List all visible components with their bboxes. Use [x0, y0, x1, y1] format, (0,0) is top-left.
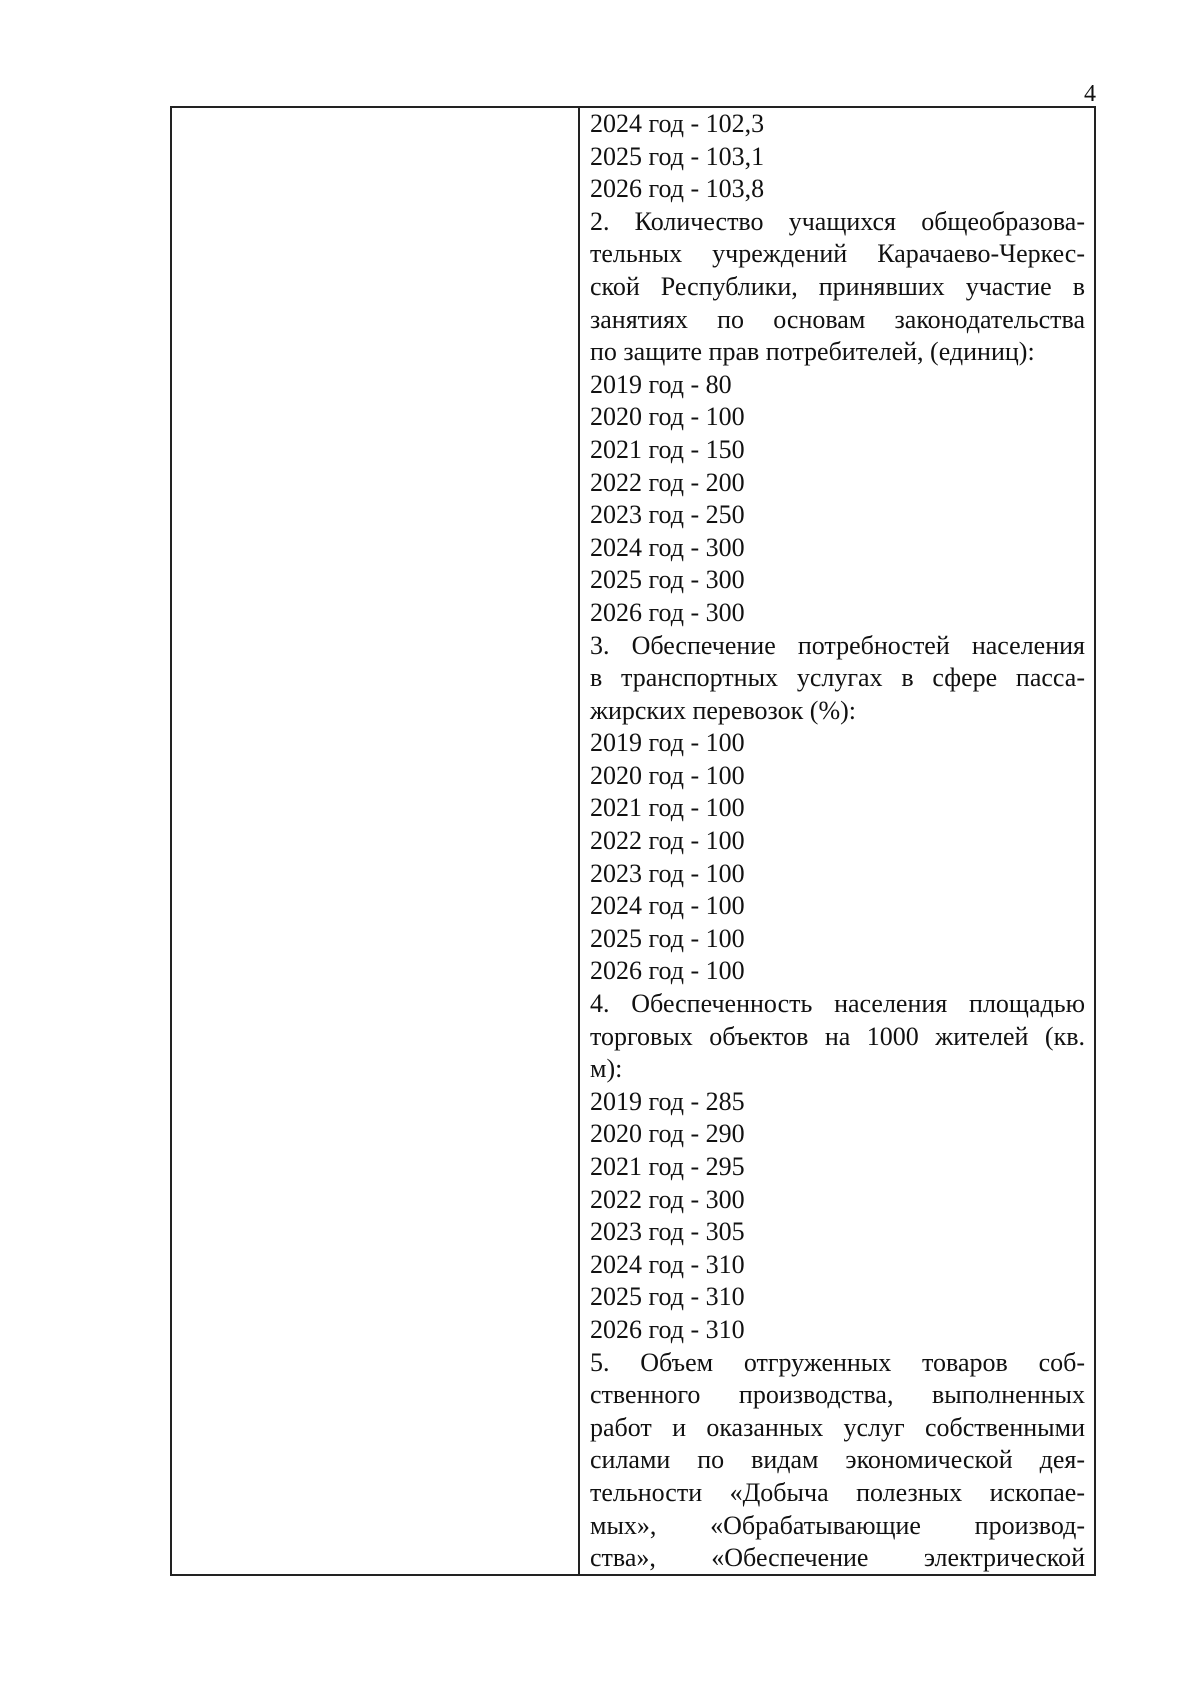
text-line: ственного производства, выполненных — [590, 1380, 1085, 1410]
text-line: тельности «Добыча полезных ископае- — [590, 1477, 1085, 1507]
table-left-cell — [172, 108, 580, 1574]
text-line: 2023 год - 100 — [590, 858, 745, 888]
text-line: 2026 год - 300 — [590, 597, 745, 627]
text-line: 2023 год - 250 — [590, 500, 745, 530]
text-line: работ и оказанных услуг собственными — [590, 1412, 1085, 1442]
text-line: 2024 год - 310 — [590, 1249, 745, 1279]
text-line: 2025 год - 310 — [590, 1282, 745, 1312]
text-line: м): — [590, 1054, 623, 1084]
text-line: 4. Обеспеченность населения площадью — [590, 989, 1085, 1019]
text-line: 2020 год - 100 — [590, 402, 745, 432]
text-line: в транспортных услугах в сфере пасса- — [590, 663, 1085, 693]
text-line: 2023 год - 305 — [590, 1217, 745, 1247]
text-line: 2. Количество учащихся общеобразова- — [590, 206, 1085, 236]
text-line: 2022 год - 300 — [590, 1184, 745, 1214]
text-line: 2025 год - 300 — [590, 565, 745, 595]
text-line: 2026 год - 103,8 — [590, 174, 765, 204]
text-line: торговых объектов на 1000 жителей (кв. — [590, 1021, 1085, 1051]
text-line: 2021 год - 295 — [590, 1152, 745, 1181]
text-line: 2019 год - 100 — [590, 728, 745, 758]
text-line: 2026 год - 310 — [590, 1314, 745, 1344]
text-line: 2019 год - 80 — [590, 369, 732, 399]
indicator-table — [170, 106, 1096, 1576]
text-line: 2019 год - 285 — [590, 1086, 745, 1116]
text-line: 2024 год - 102,3 — [590, 109, 765, 138]
text-line: мых», «Обрабатывающие производ- — [590, 1510, 1085, 1540]
text-line: 2021 год - 150 — [590, 434, 745, 464]
text-line: 2025 год - 103,1 — [590, 141, 765, 171]
text-line: 2020 год - 290 — [590, 1119, 745, 1149]
page-number: 4 — [1084, 81, 1096, 107]
text-line: силами по видам экономической дея- — [590, 1445, 1085, 1475]
text-line: жирских перевозок (%): — [590, 695, 857, 725]
text-line: 2026 год - 100 — [590, 956, 745, 986]
text-line: 2024 год - 100 — [590, 891, 745, 921]
text-line: занятиях по основам законодательства — [590, 304, 1085, 334]
text-line: 2022 год - 100 — [590, 826, 745, 856]
text-line: по защите прав потребителей, (единиц): — [590, 337, 1035, 367]
text-line: 2024 год - 300 — [590, 532, 745, 562]
text-line: 2022 год - 200 — [590, 467, 745, 497]
text-line: ской Республики, принявших участие в — [590, 271, 1085, 301]
text-line: 5. Объем отгруженных товаров соб- — [590, 1347, 1085, 1377]
table-right-cell — [580, 108, 1094, 1574]
text-line: тельных учреждений Карачаево-Черкес- — [590, 239, 1085, 269]
text-line: 3. Обеспечение потребностей населения — [590, 630, 1085, 660]
text-line: 2025 год - 100 — [590, 923, 745, 953]
text-line: 2020 год - 100 — [590, 760, 745, 790]
text-line: 2021 год - 100 — [590, 793, 745, 823]
text-line: ства», «Обеспечение электрической — [590, 1543, 1085, 1573]
